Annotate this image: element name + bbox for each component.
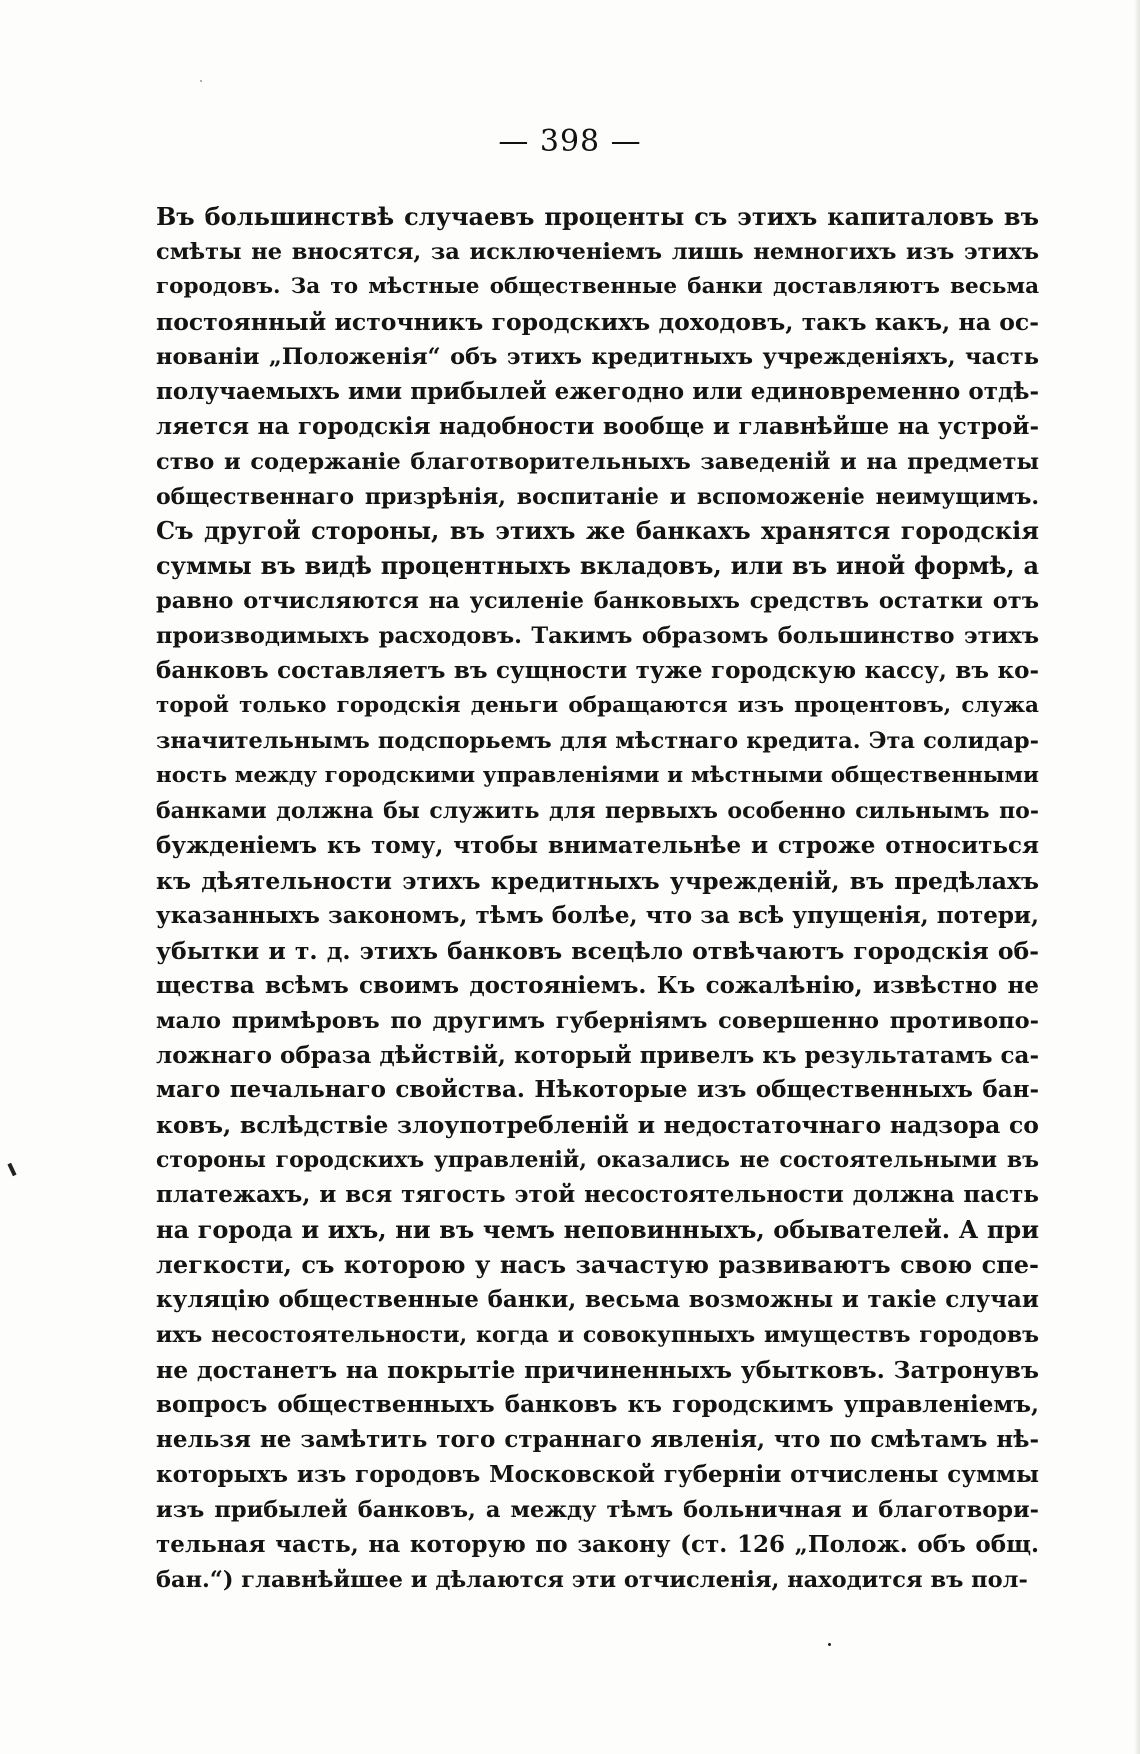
text-line: платежахъ, и вся тягость этой несостоятельности должна пасть [156,1181,1039,1209]
text-line: городовъ. За то мѣстные общественные банки доставляютъ весьма [156,273,1039,299]
text-line: смѣты не вносятся, за исключеніемъ лишь немногихъ изъ этихъ [156,238,1039,265]
text-line: значительнымъ подспорьемъ для мѣстнаго кредита. Эта солидар- [156,728,1039,755]
text-line: нельзя не замѣтить того страннаго явленія, что по смѣтамъ нѣ- [156,1425,1039,1453]
text-line: постоянный источникъ городскихъ доходовъ, такъ какъ, на ос- [156,307,1039,336]
text-line: изъ прибылей банковъ, а между тѣмъ больничная и благотвори- [156,1496,1039,1523]
text-line: ность между городскими управленіями и мѣстными общественными [156,763,1039,788]
text-line: куляцію общественные банки, весьма возможны и такіе случаи [156,1286,1039,1314]
scan-speck [7,1163,16,1176]
text-line: которыхъ изъ городовъ Московской губерніи отчислены суммы [156,1460,1039,1488]
text-line: равно отчисляются на усиленіе банковыхъ средствъ остатки отъ [156,588,1039,615]
text-line: маго печальнаго свойства. Нѣкоторые изъ общественныхъ бан- [156,1076,1039,1104]
text-line: стороны городскихъ управленій, оказались не состоятельными въ [156,1147,1039,1174]
body-text [156,200,1039,1598]
text-line: бан.“) главнѣйшее и дѣлаются эти отчисленія, находится въ пол- [156,1566,1028,1593]
text-line: производимыхъ расходовъ. Такимъ образомъ большинство этихъ [156,623,1039,650]
text-line: тельная часть, на которую по закону (ст. 126 „Полож. объ общ. [156,1530,1039,1558]
text-line: вопросъ общественныхъ банковъ къ городскимъ управленіемъ, [156,1390,1039,1418]
text-line: не достанетъ на покрытіе причиненныхъ убытковъ. Затронувъ [156,1355,1039,1384]
text-line: суммы въ видѣ процентныхъ вкладовъ, или въ иной формѣ, а [156,551,1039,581]
scan-edge [1134,0,1140,1754]
text-line: общественнаго призрѣнія, воспитаніе и вспоможеніе неимущимъ. [156,483,1039,510]
text-line: бужденіемъ къ тому, чтобы внимательнѣе и строже относиться [156,831,1039,859]
scan-speck [828,1643,831,1646]
text-line: убытки и т. д. этихъ банковъ всецѣло отвѣчаютъ городскія об- [156,936,1039,965]
text-line: ложнаго образа дѣйствій, который привелъ къ результатамъ са- [156,1041,1039,1069]
text-line: ихъ несостоятельности, когда и совокупныхъ имуществъ городовъ [156,1322,1039,1348]
text-line: нованіи „Положенія“ объ этихъ кредитныхъ учрежденіяхъ, часть [156,343,1039,370]
text-line: торой только городскія деньги обращаются изъ процентовъ, служа [156,693,1039,719]
text-line: мало примѣровъ по другимъ губерніямъ совершенно противопо- [156,1007,1039,1034]
text-line: указанныхъ закономъ, тѣмъ болѣе, что за всѣ упущенія, потери, [156,901,1039,929]
text-line: банками должна бы служить для первыхъ особенно сильнымъ по- [156,797,1039,824]
page-number: — 398 — [498,124,642,159]
text-line: ство и содержаніе благотворительныхъ заведеній и на предметы [156,448,1039,475]
text-line: банковъ составляетъ въ сущности туже городскую кассу, въ ко- [156,657,1039,685]
text-line: къ дѣятельности этихъ кредитныхъ учрежденій, въ предѣлахъ [156,866,1039,895]
text-line: получаемыхъ ими прибылей ежегодно или единовременно отдѣ- [156,377,1039,405]
text-line: щества всѣмъ своимъ достояніемъ. Къ сожалѣнію, извѣстно не [156,971,1039,999]
text-line: Съ другой стороны, въ этихъ же банкахъ хранятся городскія [156,516,1039,546]
text-line: ляется на городскія надобности вообще и главнѣйше на устрой- [156,412,1039,440]
scan-speck [200,80,202,82]
text-line: на города и ихъ, ни въ чемъ неповинныхъ, обывателей. А при [156,1215,1039,1245]
text-line: ковъ, вслѣдствіе злоупотребленій и недостаточнаго надзора со [156,1111,1039,1140]
text-line: Въ большинствѣ случаевъ проценты съ этихъ капиталовъ въ [156,202,1039,231]
text-line: легкости, съ которою у насъ зачастую развиваютъ свою спе- [156,1250,1039,1280]
